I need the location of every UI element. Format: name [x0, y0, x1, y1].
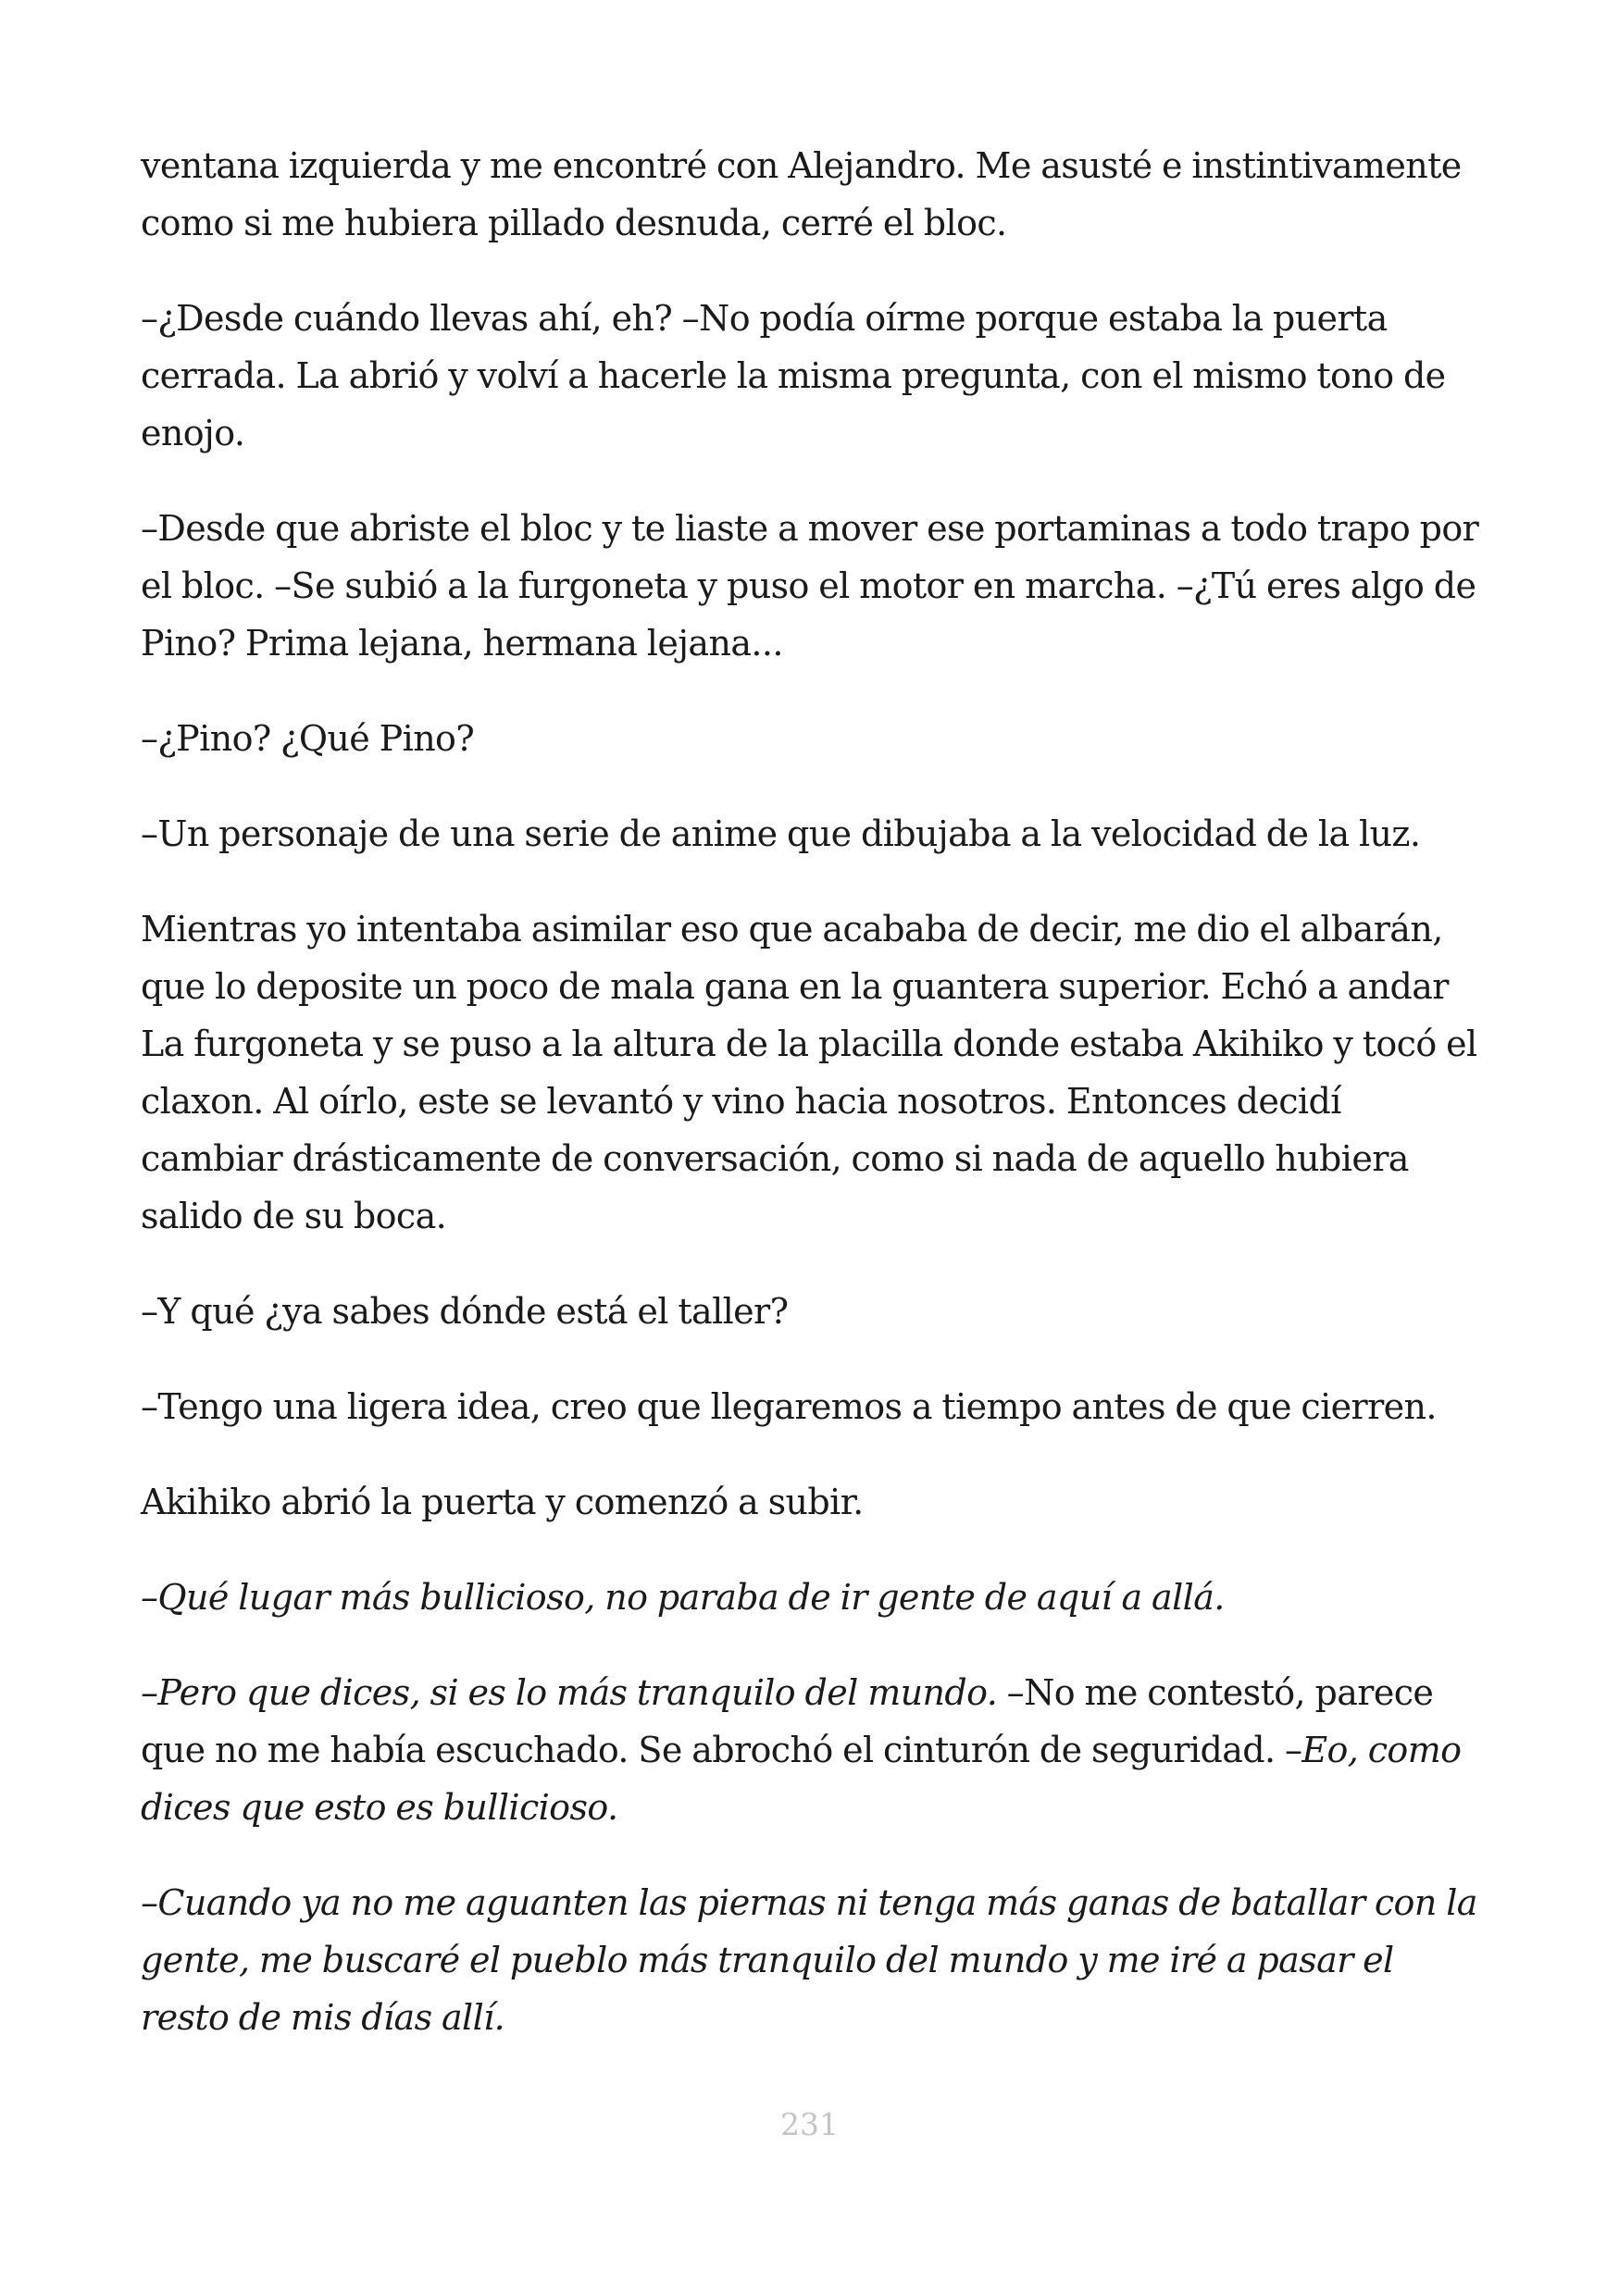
paragraph	[141, 1283, 1483, 1340]
paragraph	[141, 137, 1483, 252]
text-segment: –Un personaje de una serie de anime que dibujaba a la velocidad de la luz.	[141, 813, 1421, 854]
text-segment: –Tengo una ligera idea, creo que llegaremos a tiempo antes de que cierren.	[141, 1386, 1437, 1427]
italic-text-segment: Eo, como dices que esto es bullicioso.	[141, 1730, 1462, 1828]
text-segment: ventana izquierda y me encontré con Alejandro. Me asusté e instintivamente como si me hubiera pillado desnuda, cerré el bloc.	[141, 145, 1462, 243]
paragraph	[141, 900, 1483, 1245]
paragraph	[141, 500, 1483, 672]
paragraph	[141, 1378, 1483, 1435]
paragraph	[141, 710, 1483, 767]
paragraph	[141, 1473, 1483, 1531]
paragraph	[141, 290, 1483, 462]
italic-text-segment: –Cuando ya no me aguanten las piernas ni tenga más ganas de batallar con la gente, me buscaré el pueblo más tranquilo del mundo y me iré a pasar el resto de mis días allí.	[141, 1882, 1477, 2038]
text-segment: Mientras yo intentaba asimilar eso que acababa de decir, me dio el albarán, que lo deposite un poco de mala gana en la guantera superior. Echó a andar La furgoneta y se puso a la altura de la placilla donde estaba Akihiko y tocó el claxon. Al oírlo, este se levantó y vino hacia nosotros. Entonces decidí cambiar drásticamente de conversación, como si nada de aquello hubiera salido de su boca.	[141, 909, 1477, 1236]
text-segment: Akihiko abrió la puerta y comenzó a subir.	[141, 1482, 864, 1522]
text-segment: –Y qué ¿ya sabes dónde está el taller?	[141, 1291, 789, 1332]
paragraph	[141, 1569, 1483, 1626]
page-body	[141, 137, 1483, 2046]
text-segment: –¿Pino? ¿Qué Pino?	[141, 718, 475, 759]
italic-text-segment: –Pero que dices, si es lo más tranquilo del mundo.	[141, 1672, 998, 1713]
text-segment: –No me contestó, parece que no me había escuchado. Se abrochó el cinturón de seguridad. –	[141, 1672, 1434, 1770]
paragraph	[141, 1874, 1483, 2046]
text-segment: –Desde que abriste el bloc y te liaste a mover ese portaminas a todo trapo por el bloc. –Se subió a la furgoneta y puso el motor en marcha. –¿Tú eres algo de Pino? Prima lejana, hermana lejana...	[141, 508, 1479, 664]
italic-text-segment: –Qué lugar más bullicioso, no paraba de ir gente de aquí a allá.	[141, 1577, 1225, 1618]
paragraph	[141, 805, 1483, 863]
text-segment: –¿Desde cuándo llevas ahí, eh? –No podía oírme porque estaba la puerta cerrada. La abrió y volví a hacerle la misma pregunta, con el mismo tono de enojo.	[141, 298, 1446, 453]
paragraph	[141, 1664, 1483, 1836]
page-number: 231	[780, 2106, 839, 2142]
